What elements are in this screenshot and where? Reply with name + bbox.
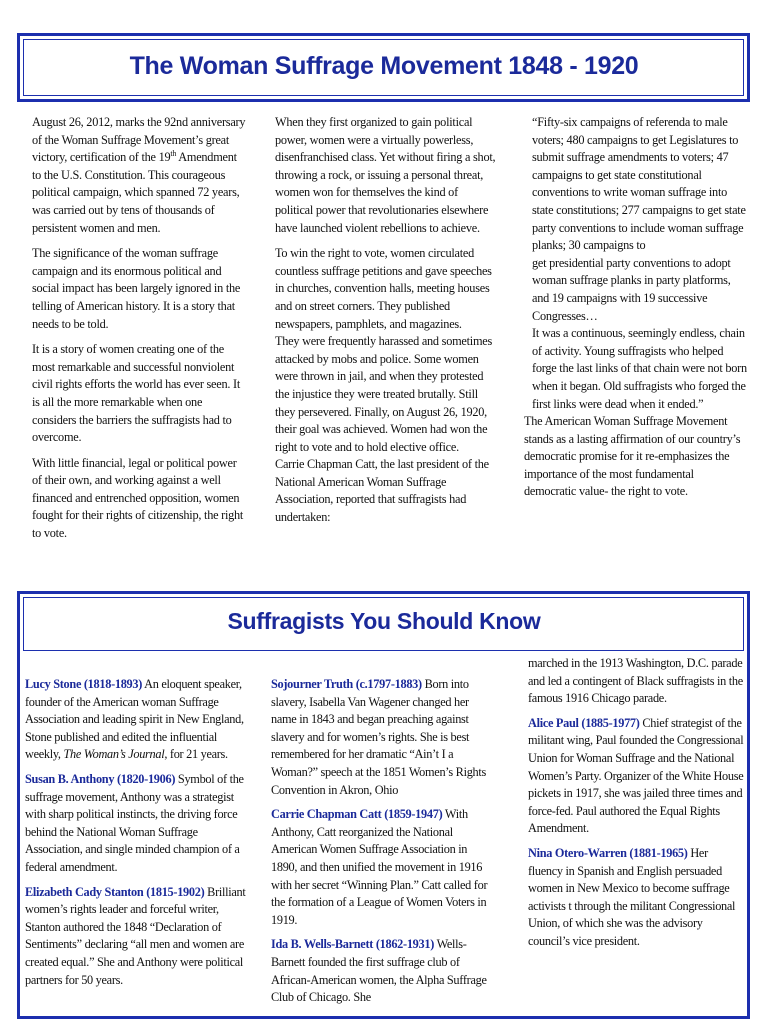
quote-paragraph-2: get presidential party conventions to adopt woman suffrage planks in party platforms, and 19 campaigns with 19 successive Congresses…	[532, 255, 731, 323]
suffragists-column-3	[528, 655, 744, 958]
bio-elizabeth-cady-stanton: Elizabeth Cady Stanton (1815-1902) Brilliant women’s rights leader and forceful writer, Stanton authored the 1848 “Declaration of Sentiments” declaring “all men and women are created equal.” She and Anthony were political partners for 50 years.	[25, 884, 246, 987]
page-title: The Woman Suffrage Movement 1848 - 1920	[129, 52, 639, 80]
section-title: Suffragists You Should Know	[227, 608, 541, 634]
quote-paragraph-3: It was a continuous, seemingly endless, chain of activity. Young suffragists who helped forge the last links of that chain were not born when it began. Old suffragists who forged the first links were dead when it ended.”	[532, 326, 747, 411]
intro-column-2	[275, 114, 497, 535]
bio-susan-b-anthony: Susan B. Anthony (1820-1906) Symbol of the suffrage movement, Anthony was a strategist with sharp political instincts, the driving force behind the National Woman Suffrage Association, and single minded champion of a federal amendment.	[25, 771, 244, 874]
intro-paragraph-1: August 26, 2012, marks the 92nd anniversary of the Woman Suffrage Movement’s great victory, certification of the 19th Amendment to the U.S. Constitution. This courageous political campaign, which spanned 72 years, was carried out by tens of thousands of persistent women and men.	[32, 115, 246, 235]
bio-carrie-chapman-catt: Carrie Chapman Catt (1859-1947) With Anthony, Catt reorganized the National American Women Suffrage Association in 1890, and then unified the movement in 1916 with her secret “Winning Plan.” Catt called for the formation of a League of Women Voters in 1919.	[271, 807, 488, 927]
bio-nina-otero-warren: Nina Otero-Warren (1881-1965) Her fluency in Spanish and English persuaded women in New Mexico to become suffrage activists t through the militant Congressional Union, of which she was the advisory council’s vice president.	[528, 845, 736, 948]
intro-column-1	[32, 114, 246, 551]
bio-ida-b-wells-barnett: Ida B. Wells-Barnett (1862-1931) Wells-Barnett founded the first suffrage club of African-American women, the Alpha Suffrage Club of Chicago. She	[271, 937, 487, 1005]
suffragists-column-1	[25, 676, 247, 996]
intro-paragraph-3: It is a story of women creating one of the most remarkable and successful nonviolent civil rights efforts the world has ever seen. It is all the more remarkable when one considers the barriers the suffragists had to overcome.	[32, 342, 241, 445]
intro-paragraph-7: They were frequently harassed and sometimes attacked by mobs and police. Some women were thrown in jail, and when they protested the injustice they were treated brutally. Still they persevered. Finally, on August 26, 1920, their goal was achieved. Women had won the right to vote and to hold elective office.	[275, 334, 493, 454]
bio-alice-paul: Alice Paul (1885-1977) Chief strategist of the militant wing, Paul founded the Congressional Union for Woman Suffrage and the National Women’s Party. Organizer of the White House pickets in 1917, she was jailed three times and force-fed. Paul authored the Equal Rights Amendment.	[528, 715, 744, 836]
intro-paragraph-5: When they first organized to gain political power, women were a virtually powerless, disenfranchised class. Yet without firing a shot, throwing a rock, or issuing a personal threat, women won for themselves the kind of political power that revolutionaries elsewhere have launched violent rebellions to achieve.	[275, 115, 496, 235]
intro-paragraph-2: The significance of the woman suffrage campaign and its enormous political and social impact has been largely ignored in the telling of American history. It is a story that needs to be told.	[32, 246, 241, 331]
intro-column-3	[524, 114, 748, 501]
intro-paragraph-6: To win the right to vote, women circulated countless suffrage petitions and gave speeches in churches, convention halls, meeting houses and on street corners. They published newspapers, pamphlets, and magazines.	[275, 246, 492, 331]
bio-sojourner-truth: Sojourner Truth (c.1797-1883) Born into slavery, Isabella Van Wagener changed her name in 1843 and began preaching against slavery and for women’s rights. She is best remembered for her dramatic “Ain’t I a Woman?” speech at the 1851 Women’s Rights Convention in Akron, Ohio	[271, 677, 486, 797]
intro-paragraph-4: With little financial, legal or political power of their own, and working against a well financed and entrenched opposition, women fought for their rights of citizenship, the right to vote.	[32, 455, 244, 541]
intro-paragraph-8: Carrie Chapman Catt, the last president of the National American Woman Suffrage Association, reported that suffragists had undertaken:	[275, 457, 489, 525]
suffragists-column-2	[271, 676, 493, 1014]
bio-lucy-stone: Lucy Stone (1818-1893) An eloquent speaker, founder of the American woman Suffrage Association and leading spirit in New England, Stone published and edited the influential weekly, The Woman’s Journal, for 21 years.	[25, 677, 244, 762]
quote-paragraph-1: “Fifty-six campaigns of referenda to male voters; 480 campaigns to get Legislatures to submit suffrage amendments to voters; 47 campaigns to get state constitutional conventions to write woman suffrage into state constitutions; 277 campaigns to get state party conventions to include woman suffrage planks; 30 campaigns to	[532, 115, 746, 253]
conclusion-paragraph: The American Woman Suffrage Movement stands as a lasting affirmation of our country’s democratic promise for it re-emphasizes the importance of the most fundamental democratic value- the right to vote.	[524, 414, 741, 499]
bio-continuation: marched in the 1913 Washington, D.C. parade and led a contingent of Black suffragists in the famous 1916 Chicago parade.	[528, 656, 743, 706]
